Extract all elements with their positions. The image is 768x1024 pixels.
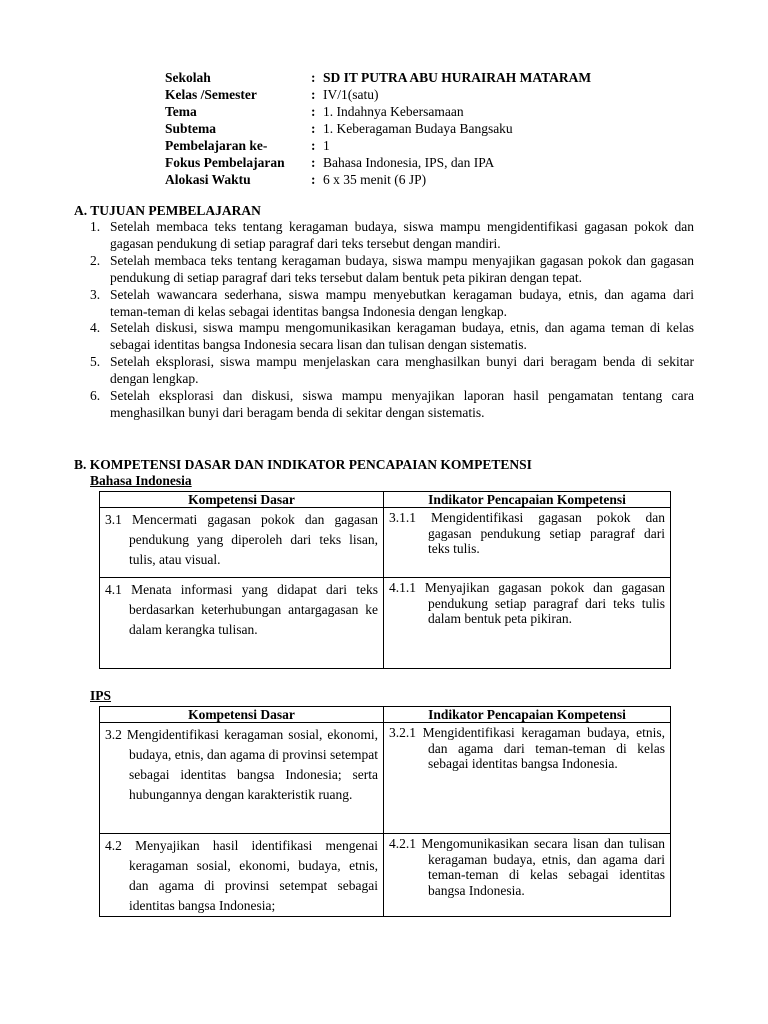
ipk-text: 3.1.1 Mengidentifikasi gagasan pokok dan gagasan pendukung setiap paragraf dari teks tulis. [389, 510, 665, 556]
item-text: Setelah wawancara sederhana, siswa mampu menyebutkan keragaman budaya, etnis, dan agama dari teman-teman di kelas sebagai identitas bangsa Indonesia dengan lengkap. [110, 286, 694, 319]
list-item [90, 388, 694, 422]
table-header-row [100, 707, 671, 723]
list-item [90, 219, 694, 253]
item-text: Setelah membaca teks tentang keragaman budaya, siswa mampu menyajikan gagasan pokok dan gagasan pendukung di setiap paragraf dari teks tersebut dalam bentuk peta pikiran dengan tepat. [110, 252, 694, 285]
kd-cell [100, 508, 384, 578]
info-value: Bahasa Indonesia, IPS, dan IPA [323, 155, 495, 170]
table-row [100, 834, 671, 917]
item-text: Setelah diskusi, siswa mampu mengomunikasikan keragaman budaya, etnis, dan agama teman di kelas sebagai identitas bangsa Indonesia secara lisan dan tulisan dengan sistematis. [110, 320, 694, 353]
kd-cell [100, 834, 384, 917]
item-number: 5. [90, 354, 101, 370]
info-label: Pembelajaran ke- [165, 138, 268, 153]
info-colon: : [311, 70, 316, 85]
list-item [90, 287, 694, 321]
kd-cell [100, 578, 384, 669]
column-header-ipk: Indikator Pencapaian Kompetensi [384, 492, 671, 508]
info-label: Tema [165, 104, 197, 119]
info-label: Sekolah [165, 70, 211, 85]
column-header-kd: Kompetensi Dasar [100, 492, 384, 508]
info-label: Subtema [165, 121, 217, 136]
info-label: Kelas /Semester [165, 87, 257, 102]
item-number: 6. [90, 388, 101, 404]
info-colon: : [311, 172, 316, 187]
learning-goals-list [90, 219, 694, 422]
ipk-text: 4.2.1 Mengomunikasikan secara lisan dan tulisan keragaman budaya, etnis, dan agama dari teman-teman di kelas sebagai identitas bangsa Indonesia. [389, 836, 665, 898]
info-colon: : [311, 138, 316, 153]
item-number: 1. [90, 219, 101, 234]
info-row-alokasi [165, 171, 591, 188]
info-row-sekolah [165, 69, 591, 86]
column-header-ipk: Indikator Pencapaian Kompetensi [384, 707, 671, 723]
info-value: 1 [323, 138, 330, 153]
list-item [90, 253, 694, 287]
ipk-text: 4.1.1 Menyajikan gagasan pokok dan gagasan pendukung setiap paragraf dari teks tulis dalam bentuk peta pikiran. [389, 580, 665, 626]
ipk-cell [384, 508, 671, 578]
info-colon: : [311, 121, 316, 136]
info-table [165, 69, 591, 188]
info-value-school: SD IT PUTRA ABU HURAIRAH MATARAM [323, 70, 592, 85]
item-number: 4. [90, 320, 101, 336]
subject-title-ips: IPS [90, 688, 112, 703]
info-row-pembelajaran [165, 137, 591, 154]
ipk-cell [384, 578, 671, 669]
item-text: Setelah membaca teks tentang keragaman budaya, siswa mampu mengidentifikasi gagasan pokok dan gagasan pendukung di setiap paragraf dari teks tersebut dengan mandiri. [110, 219, 694, 251]
section-b-heading: B. KOMPETENSI DASAR DAN INDIKATOR PENCAPAIAN KOMPETENSI [74, 457, 532, 472]
info-value: 6 x 35 menit (6 JP) [323, 172, 427, 187]
item-number: 2. [90, 252, 101, 268]
kd-text: 4.1 Menata informasi yang didapat dari teks berdasarkan keterhubungan antargagasan ke dalam kerangka tulisan. [105, 582, 378, 637]
list-item [90, 354, 694, 388]
ipk-text: 3.2.1 Mengidentifikasi keragaman budaya, etnis, dan agama dari teman-teman di kelas sebagai identitas bangsa Indonesia. [389, 725, 665, 771]
info-label: Alokasi Waktu [165, 172, 251, 187]
info-row-fokus [165, 154, 591, 171]
kd-text: 4.2 Menyajikan hasil identifikasi mengenai keragaman sosial, ekonomi, budaya, etnis, dan agama di provinsi setempat sebagai identitas bangsa Indonesia; [105, 838, 378, 913]
info-colon: : [311, 87, 316, 102]
kd-table-ips [99, 706, 671, 917]
kd-text: 3.1 Mencermati gagasan pokok dan gagasan pendukung yang diperoleh dari teks lisan, tulis, atau visual. [105, 512, 378, 567]
ipk-cell [384, 723, 671, 834]
list-item [90, 320, 694, 354]
table-row [100, 723, 671, 834]
column-header-kd: Kompetensi Dasar [100, 707, 384, 723]
table-header-row [100, 492, 671, 508]
table-row [100, 508, 671, 578]
subject-title-bahasa: Bahasa Indonesia [90, 473, 192, 488]
kd-table-bahasa [99, 491, 671, 669]
item-number: 3. [90, 286, 101, 302]
info-value: 1. Indahnya Kebersamaan [323, 104, 464, 119]
info-row-tema [165, 103, 591, 120]
item-text: Setelah eksplorasi, siswa mampu menjelaskan cara menghasilkan bunyi dari beragam benda di sekitar dengan lengkap. [110, 354, 694, 387]
info-label: Fokus Pembelajaran [165, 155, 285, 170]
section-a-heading: A. TUJUAN PEMBELAJARAN [74, 203, 261, 218]
table-row [100, 578, 671, 669]
info-value: 1. Keberagaman Budaya Bangsaku [323, 121, 513, 136]
info-value: IV/1(satu) [323, 87, 379, 102]
info-colon: : [311, 155, 316, 170]
item-text: Setelah eksplorasi dan diskusi, siswa mampu menyajikan laporan hasil pengamatan tentang cara menghasilkan bunyi dari beragam benda di sekitar dengan sistematis. [110, 388, 694, 420]
info-row-kelas [165, 86, 591, 103]
info-colon: : [311, 104, 316, 119]
kd-text: 3.2 Mengidentifikasi keragaman sosial, ekonomi, budaya, etnis, dan agama di provinsi setempat sebagai identitas bangsa Indonesia; serta hubungannya dengan karakteristik ruang. [105, 727, 378, 802]
info-row-subtema [165, 120, 591, 137]
ipk-cell [384, 834, 671, 917]
kd-cell [100, 723, 384, 834]
